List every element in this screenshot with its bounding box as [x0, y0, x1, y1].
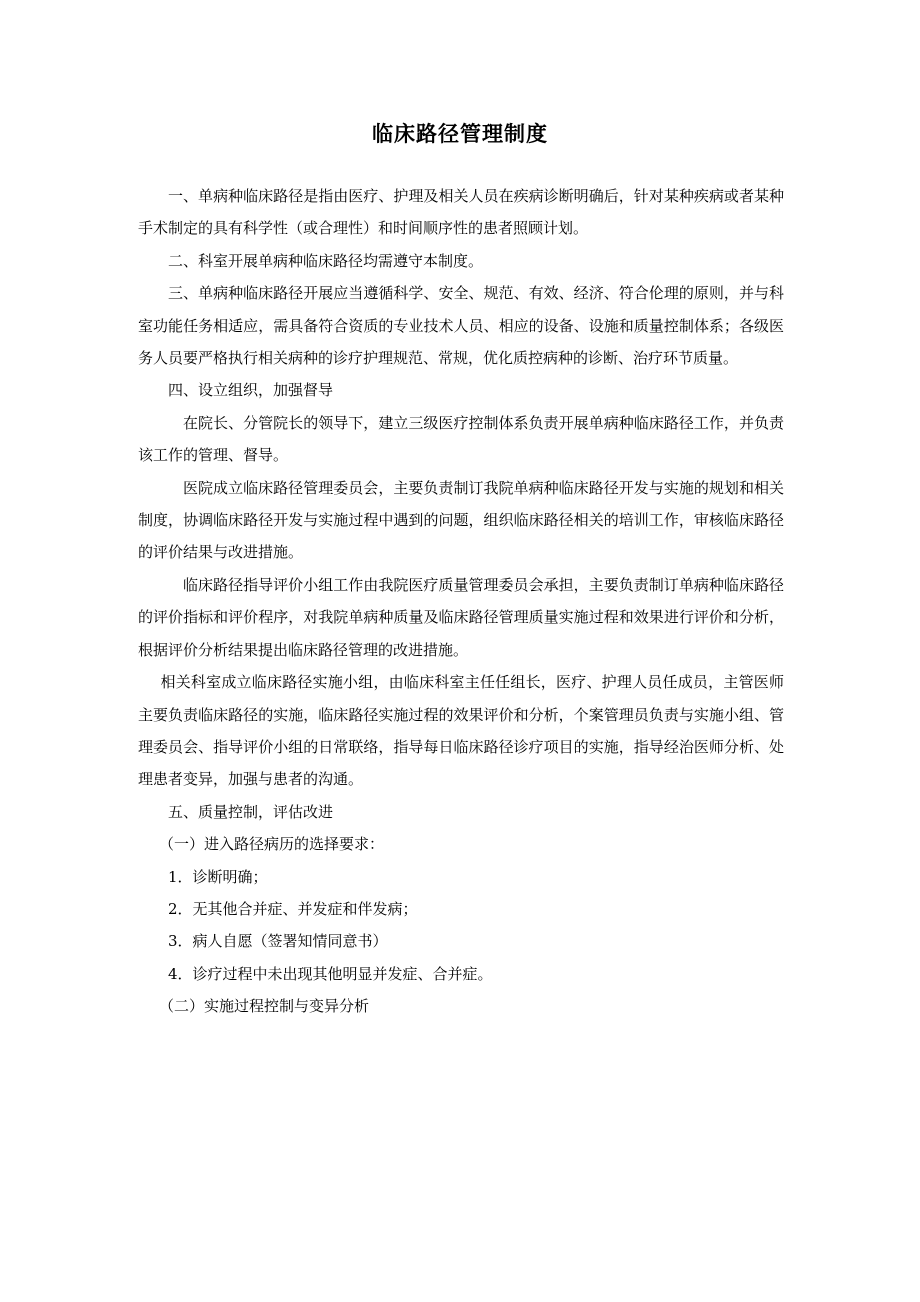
document-body	[138, 180, 784, 1023]
subsection-heading-2: （二）实施过程控制与变异分析	[159, 997, 370, 1016]
paragraph-3: 三、单病种临床路径开展应当遵循科学、安全、规范、有效、经济、符合伦理的原则，并与科室功能任务相适应，需具备符合资质的专业技术人员、相应的设备、设施和质量控制体系；各级医务人员要严格执行相关病种的诊疗护理规范、常规，优化质控病种的诊断、治疗环节质量。	[138, 284, 784, 368]
paragraph-4-1: 在院长、分管院长的领导下，建立三级医疗控制体系负责开展单病种临床路径工作，并负责该工作的管理、督导。	[138, 413, 784, 465]
section-heading-4: 四、设立组织，加强督导	[168, 381, 334, 400]
paragraph-4-2: 医院成立临床路径管理委员会，主要负责制订我院单病种临床路径开发与实施的规划和相关制度，协调临床路径开发与实施过程中遇到的问题，组织临床路径相关的培训工作，审核临床路径的评价结果与改进措施。	[138, 478, 784, 562]
section-heading-5: 五、质量控制，评估改进	[168, 802, 334, 821]
paragraph-4-3: 临床路径指导评价小组工作由我院医疗质量管理委员会承担，主要负责制订单病种临床路径的评价指标和评价程序，对我院单病种质量及临床路径管理质量实施过程和效果进行评价和分析，根据评价分析结果提出临床路径管理的改进措施。	[138, 575, 784, 659]
paragraph-2: 二、科室开展单病种临床路径均需遵守本制度。	[168, 251, 484, 270]
paragraph-1: 一、单病种临床路径是指由医疗、护理及相关人员在疾病诊断明确后，针对某种疾病或者某种手术制定的具有科学性（或合理性）和时间顺序性的患者照顾计划。	[138, 187, 784, 238]
subsection-heading-1: （一）进入路径病历的选择要求：	[159, 835, 385, 854]
list-item-3: 3．病人自愿（签署知情同意书）	[168, 932, 388, 951]
paragraph-4-4: 相关科室成立临床路径实施小组，由临床科室主任任组长，医疗、护理人员任成员，主管医师主要负责临床路径的实施，临床路径实施过程的效果评价和分析，个案管理员负责与实施小组、管理委员会、指导评价小组的日常联络，指导每日临床路径诊疗项目的实施，指导经治医师分析、处理患者变异，加强与患者的沟通。	[138, 673, 784, 789]
list-item-1: 1．诊断明确；	[168, 867, 268, 886]
list-item-4: 4．诊疗过程中未出现其他明显并发症、合并症。	[168, 964, 493, 983]
document-title: 临床路径管理制度	[372, 122, 548, 146]
list-item-2: 2．无其他合并症、并发症和伴发病；	[168, 899, 418, 918]
